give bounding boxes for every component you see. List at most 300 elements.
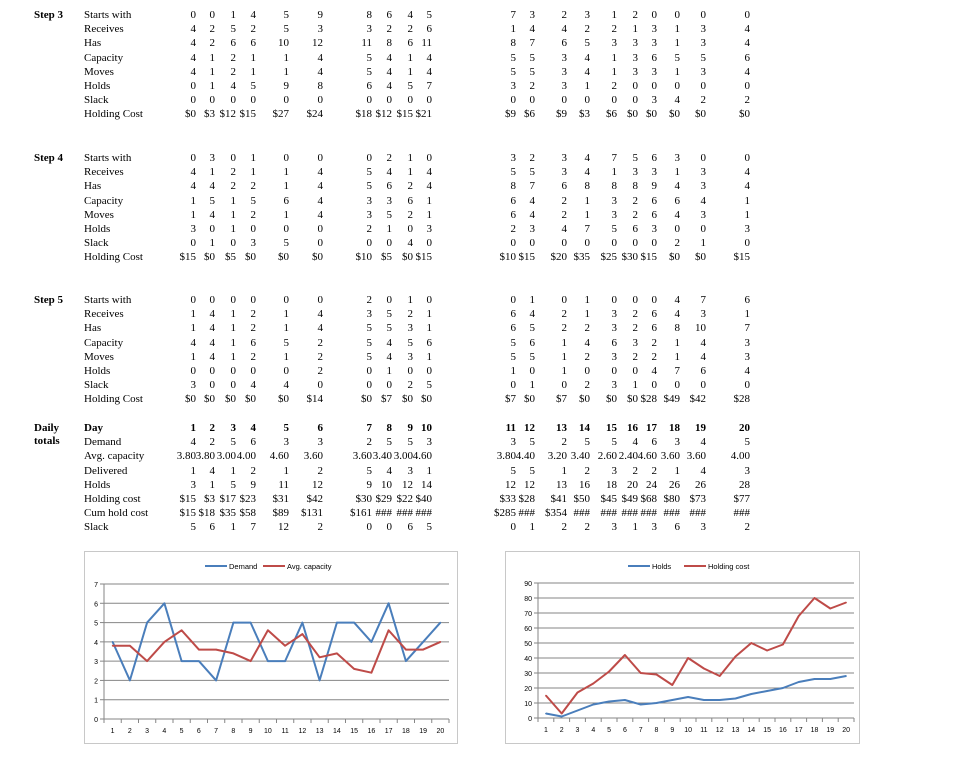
row-label: Moves <box>84 208 114 221</box>
table-cell: 4 <box>317 208 323 221</box>
table-cell: 0 <box>651 294 657 306</box>
table-cell: 4 <box>386 166 392 179</box>
table-cell: 0 <box>744 80 750 92</box>
table-cell: 4 <box>190 336 196 349</box>
daily-cell: 4 <box>190 436 196 449</box>
daily-cell: $29 <box>375 493 392 505</box>
table-cell: 5 <box>250 80 256 92</box>
table-cell: $15 <box>239 108 256 121</box>
table-cell: 3 <box>407 350 413 363</box>
table-cell: 0 <box>674 80 680 92</box>
daily-cell: ### <box>375 507 392 520</box>
data-point <box>703 699 705 701</box>
table-cell: 4 <box>209 350 215 363</box>
table-cell: 7 <box>744 322 750 335</box>
table-cell: 0 <box>190 294 196 306</box>
table-cell: $21 <box>415 108 432 121</box>
table-cell: 2 <box>651 350 657 363</box>
x-tick-label: 4 <box>162 728 167 735</box>
table-cell: 5 <box>386 208 392 221</box>
table-cell: 5 <box>209 194 215 207</box>
table-cell: 7 <box>529 180 535 193</box>
table-cell: 5 <box>386 322 392 335</box>
table-cell: 0 <box>190 152 196 164</box>
table-cell: $6 <box>606 108 617 121</box>
table-cell: 4 <box>190 65 196 78</box>
x-tick-label: 4 <box>591 727 596 734</box>
data-point <box>336 622 338 624</box>
table-cell: $3 <box>579 108 590 121</box>
table-cell: 1 <box>407 51 413 64</box>
table-cell: 0 <box>674 9 680 21</box>
daily-cell: 2.60 <box>597 450 617 463</box>
daily-cell: $3 <box>204 493 215 505</box>
demand-capacity-chart-svg <box>85 552 457 743</box>
data-point <box>267 629 269 631</box>
y-tick-label: 60 <box>524 626 532 633</box>
table-cell: $14 <box>306 393 323 406</box>
daily-cell: 5 <box>611 436 617 449</box>
data-point <box>561 716 563 718</box>
data-point <box>164 602 166 604</box>
demand-capacity-chart <box>84 551 458 744</box>
table-cell: $0 <box>204 251 215 264</box>
table-cell: 1 <box>744 308 750 321</box>
daily-cell: 3 <box>744 464 750 477</box>
x-tick-label: 12 <box>715 727 724 734</box>
table-cell: 0 <box>366 94 372 107</box>
table-cell: 4 <box>317 180 323 193</box>
data-point <box>319 656 321 658</box>
table-cell: 2 <box>611 23 617 36</box>
table-cell: 6 <box>674 194 680 207</box>
table-cell: 3 <box>407 322 413 335</box>
legend-label: Holding cost <box>708 562 750 571</box>
daily-cell: 4.60 <box>269 450 289 463</box>
daily-cell: 3 <box>317 436 323 449</box>
table-cell: 3 <box>209 152 215 164</box>
table-cell: 3 <box>651 23 657 36</box>
data-point <box>198 660 200 662</box>
x-tick-label: 16 <box>367 728 376 735</box>
row-label: Receives <box>84 308 124 321</box>
x-tick-label: 15 <box>763 727 771 734</box>
step-label: Step 5 <box>34 294 64 306</box>
table-cell: $12 <box>219 108 236 121</box>
table-cell: 6 <box>561 37 567 50</box>
table-cell: 0 <box>209 9 215 21</box>
daily-cell: 3 <box>510 436 516 449</box>
table-cell: 5 <box>407 336 413 349</box>
table-cell: $7 <box>556 393 567 406</box>
table-cell: 7 <box>611 152 617 164</box>
daily-cell: 3.00 <box>393 450 413 463</box>
table-cell: 0 <box>209 223 215 235</box>
daily-cell: 3 <box>700 521 706 534</box>
daily-cell: 3.60 <box>352 450 372 463</box>
data-point <box>624 699 626 701</box>
daily-cell: 5 <box>230 436 236 449</box>
daily-cell: $161 <box>350 507 372 520</box>
table-cell: 0 <box>744 152 750 164</box>
table-cell: 2 <box>386 152 392 164</box>
row-label: Holding Cost <box>84 393 143 406</box>
table-cell: 1 <box>407 65 413 78</box>
row-label: Capacity <box>84 51 124 64</box>
table-cell: 2 <box>230 166 236 179</box>
data-point <box>302 633 304 635</box>
table-cell: 6 <box>651 152 657 164</box>
table-cell: 1 <box>611 51 617 64</box>
daily-cell: 12 <box>278 521 289 534</box>
data-point <box>388 629 390 631</box>
daily-cell: 6 <box>209 521 215 534</box>
daily-row-label: Day <box>84 422 103 434</box>
daily-cell: 4 <box>250 422 256 434</box>
table-cell: 1 <box>230 208 236 221</box>
table-cell: 2 <box>529 80 535 92</box>
data-point <box>405 660 407 662</box>
table-cell: $7 <box>505 393 516 406</box>
data-point <box>577 710 579 712</box>
daily-cell: 9 <box>407 422 413 434</box>
table-cell: 4 <box>190 51 196 64</box>
table-cell: 1 <box>407 294 413 306</box>
table-cell: 3 <box>190 223 196 235</box>
table-cell: 0 <box>426 94 432 107</box>
table-cell: 4 <box>674 208 680 221</box>
table-cell: 7 <box>426 80 432 92</box>
table-cell: 5 <box>230 23 236 36</box>
table-cell: 8 <box>611 180 617 193</box>
daily-cell: 5 <box>407 436 413 449</box>
daily-cell: 7 <box>366 422 372 434</box>
table-cell: 4 <box>209 322 215 335</box>
table-cell: 3 <box>386 194 392 207</box>
daily-row-label: Demand <box>84 436 122 449</box>
daily-cell: 4 <box>209 464 215 477</box>
daily-cell: 2 <box>209 436 215 449</box>
daily-cell: 3 <box>190 478 196 491</box>
x-tick-label: 17 <box>384 728 393 735</box>
table-cell: 2 <box>561 308 567 321</box>
table-cell: 0 <box>283 294 289 306</box>
data-point <box>215 649 217 651</box>
daily-cell: $17 <box>219 493 236 505</box>
table-cell: 4 <box>700 350 706 363</box>
table-cell: 9 <box>317 9 323 21</box>
table-cell: 3 <box>584 9 590 21</box>
table-cell: 0 <box>426 237 432 250</box>
table-cell: 4 <box>250 379 256 392</box>
table-cell: 2 <box>407 308 413 321</box>
table-cell: 1 <box>230 223 236 235</box>
table-cell: 3 <box>611 379 617 392</box>
daily-cell: $77 <box>733 493 750 505</box>
table-cell: 5 <box>366 65 372 78</box>
table-cell: 1 <box>584 194 590 207</box>
table-cell: 3 <box>674 152 680 164</box>
daily-cell: 4.60 <box>412 450 432 463</box>
daily-cell: $18 <box>198 507 215 520</box>
table-cell: 5 <box>510 350 516 363</box>
data-point <box>751 642 753 644</box>
daily-cell: 4 <box>632 436 638 449</box>
daily-cell: ### <box>600 507 617 520</box>
table-cell: 5 <box>407 80 413 92</box>
table-cell: 4 <box>190 180 196 193</box>
daily-cell: 5 <box>283 422 289 434</box>
data-point <box>782 644 784 646</box>
table-cell: 4 <box>407 9 413 21</box>
table-cell: 6 <box>510 308 516 321</box>
table-cell: 0 <box>584 94 590 107</box>
row-label: Capacity <box>84 194 124 207</box>
x-tick-label: 20 <box>842 727 850 734</box>
table-cell: 5 <box>366 166 372 179</box>
row-label: Has <box>84 180 102 193</box>
table-cell: 6 <box>529 336 535 349</box>
table-cell: 0 <box>317 94 323 107</box>
daily-cell: 5 <box>386 436 392 449</box>
daily-cell: 2 <box>651 464 657 477</box>
table-cell: 0 <box>366 379 372 392</box>
table-cell: 1 <box>584 294 590 306</box>
daily-cell: 1 <box>230 464 236 477</box>
daily-cell: 14 <box>421 478 432 491</box>
table-cell: 4 <box>529 23 535 36</box>
table-cell: 1 <box>674 350 680 363</box>
data-point <box>198 649 200 651</box>
table-cell: 2 <box>561 194 567 207</box>
x-tick-label: 19 <box>419 728 428 735</box>
data-point <box>112 641 114 643</box>
daily-cell: 19 <box>695 422 706 434</box>
table-cell: 0 <box>230 294 236 306</box>
data-point <box>640 672 642 674</box>
y-tick-label: 0 <box>528 716 532 723</box>
table-cell: 3 <box>529 223 535 235</box>
x-tick-label: 3 <box>575 727 580 734</box>
table-cell: 1 <box>283 308 289 321</box>
daily-cell: $50 <box>573 493 590 505</box>
table-cell: 1 <box>744 194 750 207</box>
daily-cell: 3.60 <box>660 450 680 463</box>
daily-cell: 2 <box>317 521 323 534</box>
table-cell: 0 <box>250 223 256 235</box>
table-cell: $0 <box>245 393 256 406</box>
x-tick-label: 9 <box>248 728 253 735</box>
y-tick-label: 40 <box>524 656 532 663</box>
table-cell: 6 <box>561 180 567 193</box>
table-cell: 0 <box>632 294 638 306</box>
table-cell: 3 <box>700 65 706 78</box>
table-cell: 8 <box>317 80 323 92</box>
table-cell: 2 <box>561 9 567 21</box>
table-cell: 3 <box>426 223 432 235</box>
daily-cell: 12 <box>524 422 535 434</box>
step-label: Step 4 <box>34 152 64 164</box>
table-cell: 2 <box>407 379 413 392</box>
x-tick-label: 2 <box>559 727 564 734</box>
table-cell: 3 <box>700 208 706 221</box>
table-cell: 7 <box>700 294 706 306</box>
daily-cell: $30 <box>355 493 372 505</box>
row-label: Starts with <box>84 294 132 306</box>
data-point <box>422 641 424 643</box>
daily-cell: 17 <box>646 422 657 434</box>
table-cell: 8 <box>632 180 638 193</box>
data-point <box>577 692 579 694</box>
table-cell: $0 <box>669 251 680 264</box>
table-cell: 5 <box>510 65 516 78</box>
table-cell: $0 <box>278 251 289 264</box>
daily-label-2: totals <box>34 435 60 447</box>
y-tick-label: 50 <box>524 641 532 648</box>
daily-cell: 4.00 <box>730 450 750 463</box>
table-cell: 3 <box>611 350 617 363</box>
table-cell: 1 <box>510 365 516 377</box>
y-tick-label: 70 <box>524 611 532 618</box>
row-label: Holds <box>84 80 111 92</box>
table-cell: 4 <box>426 65 432 78</box>
table-cell: 3 <box>366 308 372 321</box>
data-point <box>545 713 547 715</box>
daily-cell: $285 <box>494 507 516 520</box>
y-tick-label: 20 <box>524 686 532 693</box>
daily-cell: 5 <box>510 464 516 477</box>
x-tick-label: 2 <box>127 728 132 735</box>
daily-cell: 1 <box>674 464 680 477</box>
daily-cell: 4.00 <box>236 450 256 463</box>
table-cell: $3 <box>204 108 215 121</box>
table-cell: 0 <box>529 94 535 107</box>
row-label: Holds <box>84 365 111 377</box>
table-cell: 3 <box>651 37 657 50</box>
table-cell: 4 <box>386 350 392 363</box>
daily-cell: 12 <box>524 478 535 491</box>
data-point <box>814 597 816 599</box>
daily-cell: 2 <box>584 464 590 477</box>
data-point <box>845 675 847 677</box>
table-cell: $0 <box>606 393 617 406</box>
table-cell: 10 <box>695 322 706 335</box>
data-point <box>640 704 642 706</box>
table-cell: 12 <box>312 37 323 50</box>
table-cell: 2 <box>250 308 256 321</box>
table-cell: 4 <box>209 180 215 193</box>
table-cell: 6 <box>632 223 638 235</box>
table-cell: 4 <box>190 166 196 179</box>
table-cell: 0 <box>190 237 196 250</box>
data-point <box>672 684 674 686</box>
table-cell: 0 <box>651 379 657 392</box>
table-cell: 1 <box>190 194 196 207</box>
x-tick-label: 17 <box>794 727 803 734</box>
table-cell: 0 <box>584 365 590 377</box>
daily-cell: 3.60 <box>686 450 706 463</box>
table-cell: 2 <box>700 94 706 107</box>
x-tick-label: 1 <box>543 727 548 734</box>
table-cell: 1 <box>426 208 432 221</box>
y-tick-label: 80 <box>524 596 532 603</box>
table-cell: 0 <box>366 365 372 377</box>
data-point <box>719 675 721 677</box>
table-cell: 5 <box>250 194 256 207</box>
daily-cell: 4 <box>386 464 392 477</box>
table-cell: 2 <box>632 322 638 335</box>
table-cell: 5 <box>283 336 289 349</box>
table-cell: 0 <box>386 379 392 392</box>
table-cell: $0 <box>245 251 256 264</box>
x-tick-label: 11 <box>281 728 289 735</box>
table-cell: 1 <box>209 80 215 92</box>
daily-cell: 1 <box>632 521 638 534</box>
daily-cell: 6 <box>674 521 680 534</box>
data-point <box>319 680 321 682</box>
table-cell: 10 <box>278 37 289 50</box>
table-cell: 0 <box>611 94 617 107</box>
table-cell: 0 <box>510 294 516 306</box>
table-cell: 6 <box>744 294 750 306</box>
table-cell: $27 <box>272 108 289 121</box>
data-point <box>830 608 832 610</box>
daily-cell: 18 <box>669 422 680 434</box>
table-cell: 8 <box>510 180 516 193</box>
table-cell: 3 <box>632 336 638 349</box>
daily-cell: ### <box>415 507 432 520</box>
table-cell: 0 <box>561 237 567 250</box>
x-tick-label: 8 <box>231 728 236 735</box>
data-point <box>181 660 183 662</box>
table-cell: 2 <box>317 350 323 363</box>
table-cell: 5 <box>529 350 535 363</box>
data-point <box>388 602 390 604</box>
daily-cell: 13 <box>556 422 567 434</box>
table-cell: 3 <box>561 51 567 64</box>
table-cell: 3 <box>611 208 617 221</box>
table-cell: $0 <box>421 393 432 406</box>
daily-cell: $22 <box>396 493 413 505</box>
table-cell: 0 <box>426 294 432 306</box>
daily-cell: 12 <box>505 478 516 491</box>
daily-row-label: Holds <box>84 478 111 491</box>
table-cell: 1 <box>250 51 256 64</box>
table-cell: 6 <box>700 365 706 377</box>
daily-cell: 3.20 <box>547 450 567 463</box>
daily-cell: 4.40 <box>515 450 535 463</box>
table-cell: 0 <box>366 237 372 250</box>
table-cell: 3 <box>561 80 567 92</box>
table-cell: 1 <box>283 51 289 64</box>
table-cell: 6 <box>366 80 372 92</box>
x-tick-label: 13 <box>315 728 324 735</box>
row-label: Capacity <box>84 336 124 349</box>
table-cell: 3 <box>561 166 567 179</box>
table-cell: 1 <box>611 65 617 78</box>
table-cell: 0 <box>744 9 750 21</box>
data-point <box>687 657 689 659</box>
table-cell: 1 <box>230 308 236 321</box>
table-cell: 2 <box>209 23 215 36</box>
table-cell: 4 <box>529 194 535 207</box>
table-cell: $0 <box>627 108 638 121</box>
daily-cell: 2 <box>744 521 750 534</box>
table-cell: 0 <box>700 80 706 92</box>
daily-cell: 1 <box>529 521 535 534</box>
table-cell: 3 <box>651 166 657 179</box>
data-point <box>545 695 547 697</box>
